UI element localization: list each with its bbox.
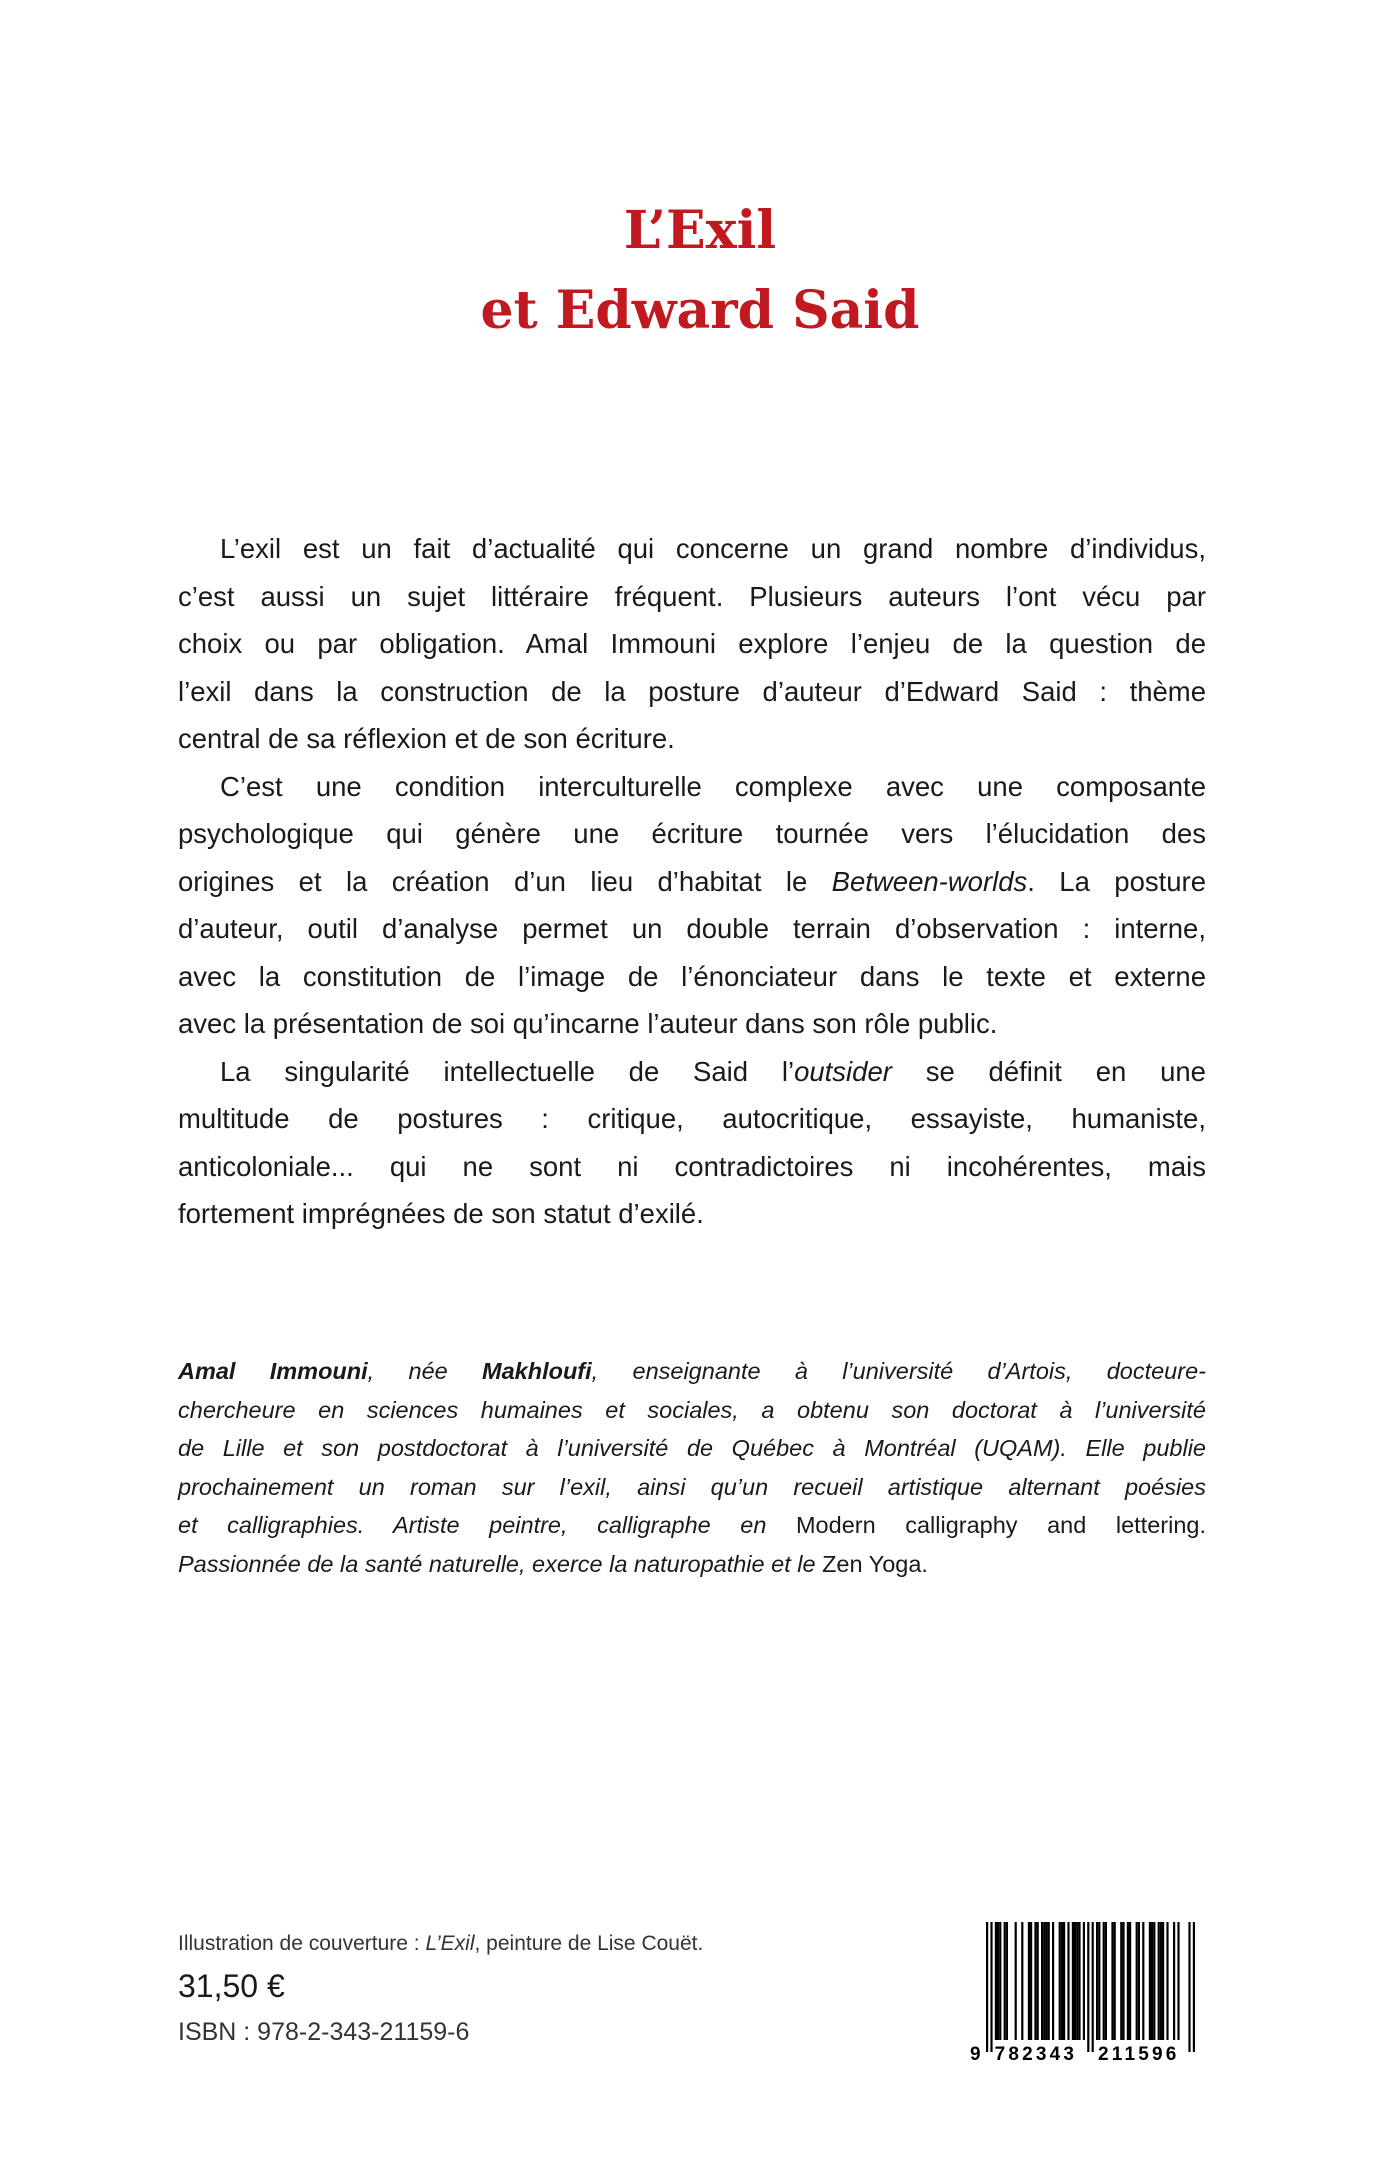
barcode-bar [990, 1922, 992, 2052]
barcode-bar [1129, 1922, 1131, 2040]
barcode-digits: 9 [970, 2044, 984, 2064]
barcode [966, 1918, 1206, 2064]
text-line [178, 715, 1206, 763]
text-segment: avec la présentation de soi qu’incarne l’auteur dans son rôle public. [178, 1008, 998, 1039]
text-segment: multitude de postures : critique, autocritique, essayiste, humaniste, [178, 1103, 1206, 1134]
isbn: ISBN : 978-2-343-21159-6 [178, 2018, 470, 2046]
credit-prefix: Illustration de couverture : [178, 1932, 426, 1955]
text-segment: de Lille et son postdoctorat à l’université de Québec à Montréal (UQAM). Elle publie [178, 1435, 1206, 1461]
credit-suffix: , peinture de Lise Couët. [474, 1932, 704, 1955]
barcode-bar [1048, 1922, 1050, 2040]
barcode-bar [1052, 1922, 1054, 2040]
text-line [178, 525, 1206, 573]
barcode-bar [1074, 1922, 1076, 2040]
text-line [178, 1190, 1206, 1238]
text-segment: L’exil est un fait d’actualité qui concerne un grand nombre d’individus, [220, 533, 1206, 564]
text-line [178, 1506, 1206, 1545]
barcode-bar [1006, 1922, 1008, 2040]
barcode-bar [1067, 1922, 1069, 2040]
barcode-bar [1061, 1922, 1063, 2040]
barcode-bar [1153, 1922, 1155, 2040]
text-line [178, 1352, 1206, 1391]
barcode-bar [1188, 1922, 1190, 2052]
text-segment: Zen Yoga. [822, 1550, 928, 1577]
text-segment: c’est aussi un sujet littéraire fréquent. Plusieurs auteurs l’ont vécu par [178, 580, 1206, 612]
barcode-bar [1028, 1922, 1030, 2040]
barcode-bar [1122, 1922, 1124, 2040]
barcode-bar [999, 1922, 1001, 2040]
barcode-bar [1030, 1922, 1032, 2040]
barcode-digits: 782343 [994, 2044, 1078, 2064]
text-segment: , enseignante à l’université d’Artois, docteure- [591, 1358, 1206, 1384]
text-line [178, 810, 1206, 858]
text-line [178, 1095, 1206, 1143]
text-line [178, 858, 1206, 906]
barcode-bar [1103, 1922, 1105, 2040]
text-line [178, 905, 1206, 953]
text-segment: Makhloufi [482, 1358, 592, 1384]
barcode-bar [1151, 1922, 1153, 2040]
text-segment: C’est une condition interculturelle complexe avec une composante [220, 770, 1206, 802]
text-line [178, 620, 1206, 668]
text-segment: Passionnée de la santé naturelle, exerce la naturopathie et le [178, 1550, 823, 1577]
blurb-text [178, 525, 1206, 1238]
text-segment: avec la constitution de l’image de l’énonciateur dans le texte et externe [178, 960, 1206, 992]
barcode-bar [1158, 1922, 1160, 2040]
barcode-bar [1127, 1922, 1129, 2040]
text-line [178, 1429, 1206, 1468]
barcode-bar [1034, 1922, 1036, 2040]
text-segment: . La posture [1027, 865, 1206, 897]
text-segment: , née [367, 1358, 482, 1384]
barcode-bar [1098, 1922, 1100, 2040]
barcode-bar [1083, 1922, 1085, 2040]
barcode-bar [1063, 1922, 1065, 2040]
barcode-bar [1120, 1922, 1122, 2040]
text-line [178, 1468, 1206, 1507]
barcode-bar [1015, 1922, 1017, 2040]
text-segment: fortement imprégnées de son statut d’exilé. [178, 1198, 704, 1229]
text-segment: origines et la création d’un lieu d’habitat le [178, 865, 832, 897]
book-title-line-1: L’Exil [623, 200, 777, 261]
paragraph [178, 1352, 1206, 1583]
text-line [178, 668, 1206, 716]
barcode-bar [1136, 1922, 1138, 2040]
barcode-bar [1166, 1922, 1168, 2040]
text-segment: Modern calligraphy and lettering. [795, 1512, 1206, 1538]
paragraph [178, 525, 1206, 763]
text-segment: outsider [794, 1055, 892, 1087]
barcode-bar [1162, 1922, 1164, 2040]
text-segment: chercheure en sciences humaines et sociales, a obtenu son doctorat à l’université [178, 1396, 1206, 1423]
text-line [178, 953, 1206, 1001]
barcode-bar [1142, 1922, 1144, 2040]
barcode-bar [1076, 1922, 1078, 2040]
barcode-bar [1045, 1922, 1047, 2040]
text-line [178, 1000, 1206, 1048]
text-line [178, 573, 1206, 621]
barcode-bar [1041, 1922, 1043, 2040]
text-segment: psychologique qui génère une écriture tournée vers l’élucidation des [178, 818, 1206, 849]
text-segment: central de sa réflexion et de son écriture. [178, 723, 675, 754]
text-segment: et calligraphies. Artiste peintre, calligraphe en [178, 1512, 796, 1538]
text-line [178, 1545, 1206, 1584]
barcode-bar [1138, 1922, 1140, 2040]
cover-illustration-credit [178, 1932, 703, 1956]
text-line [178, 1143, 1206, 1191]
painting-title: L’Exil [425, 1932, 475, 1955]
barcode-bar [1149, 1922, 1151, 2040]
paragraph [178, 1048, 1206, 1238]
text-segment: choix ou par obligation. Amal Immouni explore l’enjeu de la question de [178, 628, 1206, 659]
text-segment: La singularité intellectuelle de Said l’ [220, 1055, 795, 1087]
barcode-bar [1177, 1922, 1179, 2040]
barcode-bar [1096, 1922, 1098, 2040]
text-line [178, 763, 1206, 811]
barcode-bar [995, 1922, 997, 2040]
barcode-bar [1037, 1922, 1039, 2040]
barcode-bar [1021, 1922, 1023, 2040]
text-segment: prochainement un roman sur l’exil, ainsi qu’un recueil artistique alternant poésies [178, 1473, 1206, 1500]
price: 31,50 € [178, 1968, 285, 2004]
text-segment: l’exil dans la construction de la posture d’auteur d’Edward Said : thème [178, 675, 1206, 707]
barcode-bar [1160, 1922, 1162, 2040]
barcode-digits: 211596 [1098, 2044, 1180, 2064]
barcode-bar [1105, 1922, 1107, 2040]
barcode-bar [1078, 1922, 1080, 2040]
barcode-bar [1087, 1922, 1089, 2052]
text-segment: se définit en une [891, 1055, 1206, 1087]
text-line [178, 1391, 1206, 1430]
barcode-bar [1114, 1922, 1116, 2040]
barcode-bar [1059, 1922, 1061, 2040]
text-segment: Between-worlds [831, 865, 1028, 897]
barcode-bar [1004, 1922, 1006, 2040]
barcode-bar [1173, 1922, 1175, 2040]
barcode-bar [986, 1922, 988, 2052]
paragraph [178, 763, 1206, 1048]
barcode-bar [1092, 1922, 1094, 2052]
barcode-bar [1043, 1922, 1045, 2040]
barcode-bar [1193, 1922, 1195, 2052]
text-segment: Amal Immouni [178, 1358, 368, 1384]
text-segment: d’auteur, outil d’analyse permet un double terrain d’observation : interne, [178, 913, 1206, 944]
barcode-bar [1111, 1922, 1113, 2040]
book-title-line-2: et Edward Said [480, 280, 920, 341]
text-segment: anticoloniale... qui ne sont ni contradictoires ni incohérentes, mais [178, 1150, 1206, 1182]
barcode-bar [997, 1922, 999, 2040]
text-line [178, 1048, 1206, 1096]
author-bio [178, 1352, 1206, 1583]
barcode-bar [1072, 1922, 1074, 2040]
